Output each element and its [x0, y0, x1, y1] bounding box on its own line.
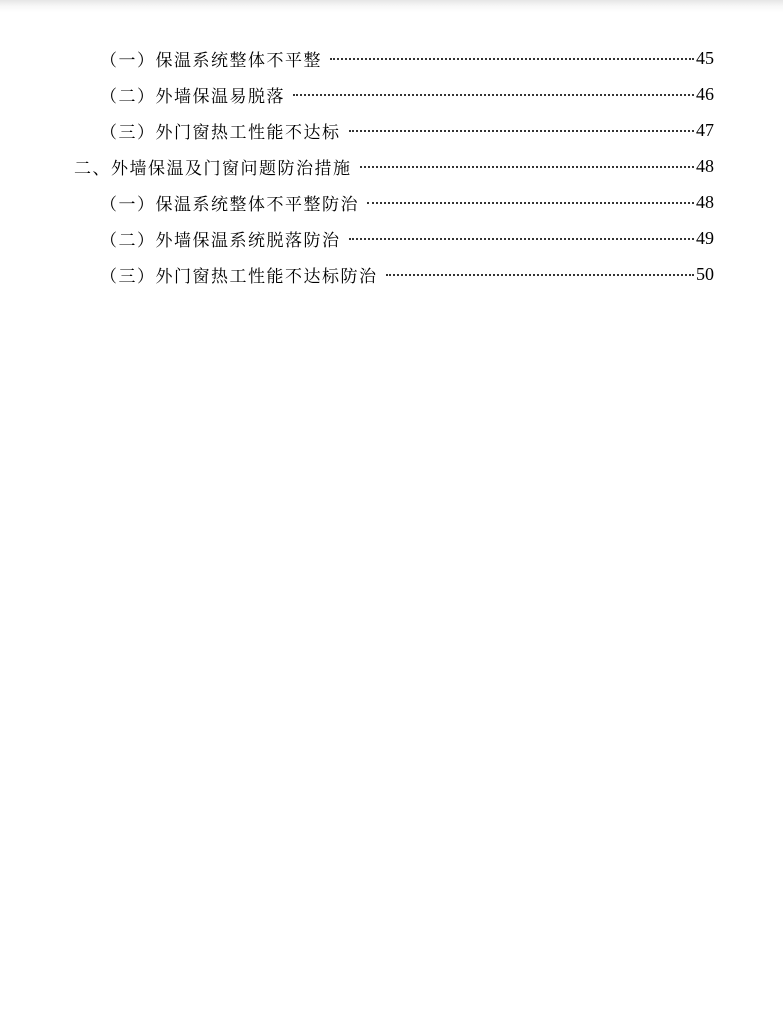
toc-entry-page: 45 [696, 47, 714, 68]
toc-dot-leader [330, 58, 694, 60]
toc-entry[interactable] [100, 256, 714, 292]
toc-entry-page: 47 [696, 119, 714, 140]
toc-entry-title: （二）外墙保温易脱落 [100, 86, 285, 107]
toc-entry-title: （三）外门窗热工性能不达标防治 [100, 266, 378, 287]
toc-dot-leader [349, 238, 695, 240]
toc-entry[interactable] [100, 112, 714, 148]
toc-dot-leader [360, 166, 695, 168]
toc-entry[interactable] [100, 76, 714, 112]
toc-entry-page: 48 [696, 155, 714, 176]
toc-dot-leader [386, 274, 695, 276]
toc-dot-leader [367, 202, 694, 204]
toc-entry-title: 二、外墙保温及门窗问题防治措施 [74, 158, 352, 179]
toc-entry-title: （二）外墙保温系统脱落防治 [100, 230, 341, 251]
toc-entry-title: （一）保温系统整体不平整 [100, 50, 322, 71]
toc-entry-page: 50 [696, 263, 714, 284]
page-top-shadow [0, 0, 783, 12]
toc-entry-page: 46 [696, 83, 714, 104]
toc-dot-leader [293, 94, 694, 96]
toc-entry-page: 48 [696, 191, 714, 212]
toc-entry[interactable] [100, 220, 714, 256]
toc-entry-title: （三）外门窗热工性能不达标 [100, 122, 341, 143]
toc-section-entry[interactable] [74, 148, 714, 184]
toc-entry-page: 49 [696, 227, 714, 248]
toc-dot-leader [349, 130, 695, 132]
toc-entry-title: （一）保温系统整体不平整防治 [100, 194, 359, 215]
toc-entry[interactable] [100, 40, 714, 76]
toc-entry[interactable] [100, 184, 714, 220]
